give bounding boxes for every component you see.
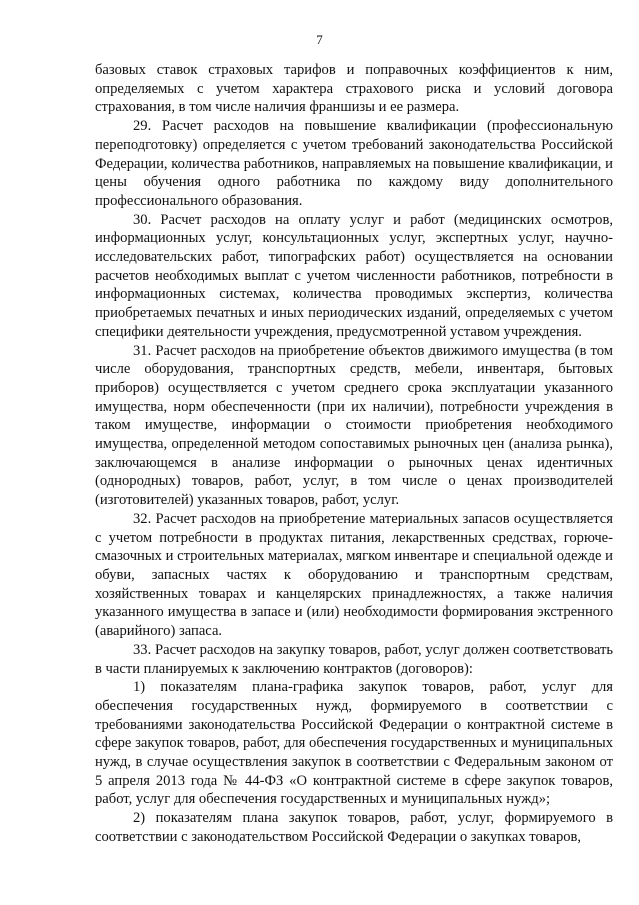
paragraph-continuation: базовых ставок страховых тарифов и поправочных коэффициентов к ним, определяемых с учетом характера страхового риска и условий договора страхования, в том числе наличия франшизы и ее размера. <box>95 62 613 116</box>
paragraph-33: 33. Расчет расходов на закупку товаров, работ, услуг должен соответствовать в части планируемых к заключению контрактов (договоров): <box>95 641 613 677</box>
page-number: 7 <box>316 32 323 47</box>
list-item-2: 2) показателям плана закупок товаров, работ, услуг, формируемого в соответствии с законодательством Российской Федерации о закупках товаров, <box>95 810 613 845</box>
list-item-1: 1) показателям плана-графика закупок товаров, работ, услуг для обеспечения государственных нужд, формируемого в соответствии с требованиями законодательства Российской Федерации о контрактной системе в сфере закупок товаров, работ, для обеспечения государственных и муниципальных нужд, в случае осуществления закупок в соответствии с Федеральным законом от 5 апреля 2013 года № 44-ФЗ «О контрактной системе в сфере закупок товаров, работ, услуг для обеспечения государственных и муниципальных нужд»; <box>95 679 613 808</box>
paragraph-31: 31. Расчет расходов на приобретение объектов движимого имущества (в том числе оборудования, транспортных средств, мебели, инвентаря, бытовых приборов) осуществляется с учетом среднего срока эксплуатации указанного имущества, норм обеспеченности (при их наличии), потребности учреждения в таком имуществе, информации о стоимости приобретения необходимого имущества, определенной методом сопоставимых рыночных цен (анализа рынка), заключающемся в анализе информации о рыночных ценах идентичных (однородных) товаров, работ, услуг, в том числе о ценах производителей (изготовителей) указанных товаров, работ, услуг. <box>95 342 613 509</box>
paragraph-30: 30. Расчет расходов на оплату услуг и работ (медицинских осмотров, информационных услуг, консультационных услуг, экспертных услуг, научно-исследовательских работ, типографских работ) осуществляется на основании расчетов необходимых выплат с учетом численности работников, потребности в информационных системах, количества проводимых экспертиз, количества приобретаемых печатных и иных периодических изданий, определяемых с учетом специфики деятельности учреждения, предусмотренной уставом учреждения. <box>95 211 613 340</box>
document-body <box>95 61 613 847</box>
paragraph-29: 29. Расчет расходов на повышение квалификации (профессиональную переподготовку) определяется с учетом требований законодательства Российской Федерации, количества работников, направляемых на повышение квалификации, и цены обучения одного работника по каждому виду дополнительного профессионального образования. <box>95 118 613 209</box>
paragraph-32: 32. Расчет расходов на приобретение материальных запасов осуществляется с учетом потребности в продуктах питания, лекарственных средствах, горюче-смазочных и строительных материалах, мягком инвентаре и специальной одежде и обуви, запасных частях к оборудованию и транспортным средствам, хозяйственных товарах и канцелярских принадлежностях, а также наличия указанного имущества в запасе и (или) необходимости формирования экстренного (аварийного) запаса. <box>95 510 613 640</box>
